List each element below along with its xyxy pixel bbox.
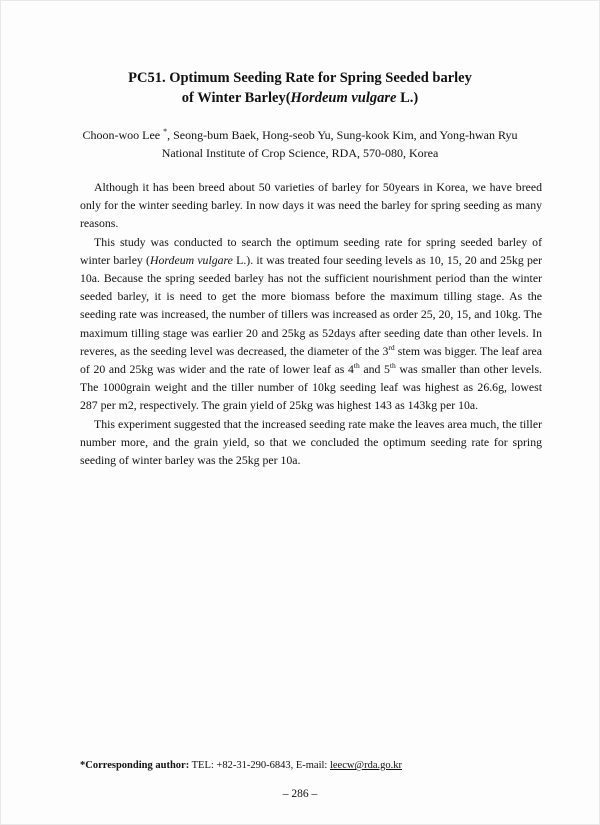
corresponding-author-mark: * <box>163 127 168 136</box>
affiliation: National Institute of Crop Science, RDA, 570-080, Korea <box>161 146 439 160</box>
abstract-p2-part-c: stem was bigger. The leaf area of 20 and 25kg was wider and the rate of lower leaf as 4 <box>80 343 542 377</box>
footnote-label: *Corresponding author: <box>80 760 190 771</box>
ordinal-superscript: th <box>353 361 360 371</box>
page-number: – 286 – <box>282 788 318 800</box>
corresponding-author-footnote <box>80 759 402 773</box>
title-species-name: Hordeum vulgare <box>290 90 397 106</box>
ordinal-superscript: th <box>389 361 396 371</box>
author-list <box>40 123 560 144</box>
abstract-paragraph-3: This experiment suggested that the increased seeding rate make the leaves area much, the tiller number more, and the grain yield, so that we concluded the optimum seeding rate for spring seeding of winter barley was the 25kg per 10a. <box>80 416 542 468</box>
title-line-2 <box>60 88 540 108</box>
ordinal-superscript: rd <box>388 342 395 352</box>
abstract-species-name: Hordeum vulgare <box>149 252 233 267</box>
author-block <box>40 123 560 162</box>
title-line-2-suffix: L.) <box>396 90 419 106</box>
first-author: Choon-woo Lee <box>82 128 161 142</box>
abstract-paragraph-2 <box>80 233 542 415</box>
abstract-paragraph-1: Although it has been breed about 50 varieties of barley for 50years in Korea, we have breed only for the winter seeding barley. In now days it was need the barley for spring seeding as many reasons. <box>80 180 542 231</box>
abstract-p2-part-d: and 5 <box>359 362 390 377</box>
footnote-contact: TEL: +82-31-290-6843, E-mail: <box>189 760 330 771</box>
paper-title <box>60 68 540 108</box>
other-authors: , Seong-bum Baek, Hong-seob Yu, Sung-kook Kim, and Yong-hwan Ryu <box>167 128 518 142</box>
abstract-p2-part-b: L.). it was treated four seeding levels as 10, 15, 20 and 25kg per 10a. Because the spring seeded barley has not the sufficient nourishment period than the winter seeded barley, it is need to get the more biomass before the maximum tilling stage. As the seeding rate was increased, the number of tillers was increased as order 25, 20, 15, and 10kg. The maximum tilling stage was earlier 20 and 25kg as 52days after seeding date than other levels. In reveres, as the seeding level was decreased, the diameter of the 3 <box>80 252 543 358</box>
abstract-p2-part-a: This study was conducted to search the optimum seeding rate for spring seeded barley of winter barley ( <box>80 234 542 267</box>
title-line-1: PC51. Optimum Seeding Rate for Spring Seeded barley <box>128 70 472 86</box>
title-line-2-prefix: of Winter Barley( <box>181 90 291 106</box>
email-link[interactable]: leecw@rda.go.kr <box>329 760 403 771</box>
abstract-p2-part-e: was smaller than other levels. The 1000grain weight and the tiller number of 10kg seeding leaf was highest as 26.6g, lowest 287 per m2, respectively. The grain yield of 25kg was highest 143 as 143kg per 10a. <box>80 362 542 413</box>
abstract-body <box>80 178 542 469</box>
